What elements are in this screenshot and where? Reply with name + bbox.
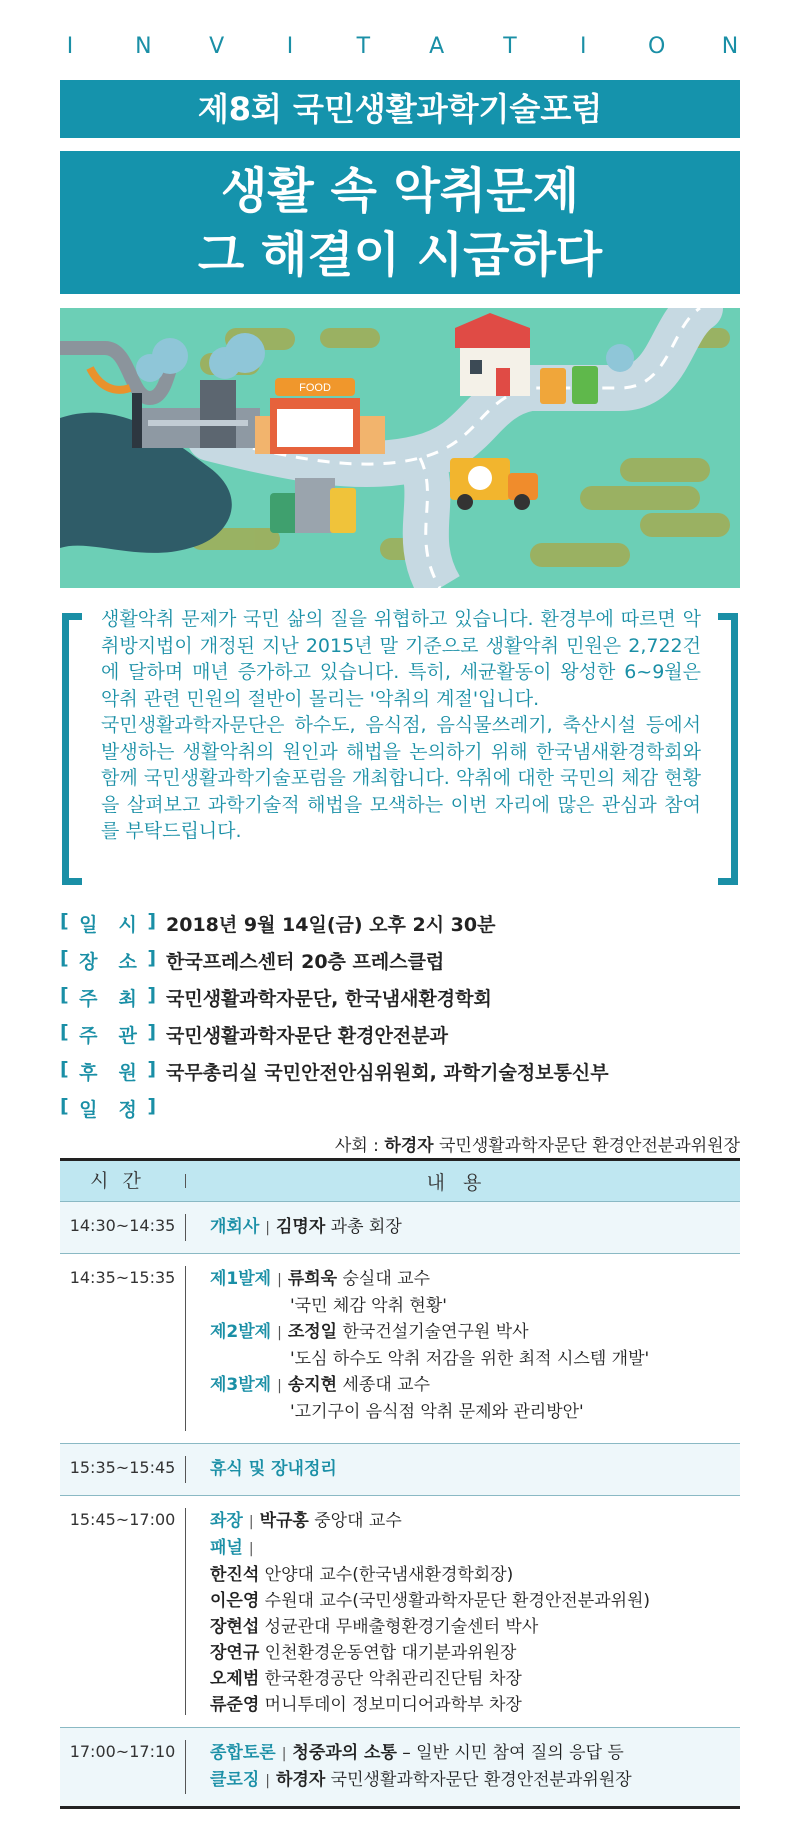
info-row-host (60, 979, 740, 1016)
table-row (60, 1202, 740, 1254)
header-time: 시간 (60, 1174, 186, 1188)
invitation-letter: N (721, 34, 739, 59)
info-organizer-value: 국민생활과학자문단 환경안전분과 (166, 1025, 448, 1047)
schedule-table (60, 1158, 740, 1809)
info-key: [ 주 최 ] (60, 984, 156, 1010)
invitation-heading (60, 34, 740, 59)
invitation-letter: A (429, 34, 445, 59)
city-odor-illustration (60, 308, 740, 588)
moderator-title: 국민생활과학자문단 환경안전분과위원장 (433, 1136, 740, 1156)
row-content: 좌장 | 박규홍 중앙대 교수 패널 | 한진석 안양대 교수(한국냄새환경학회장) 이은영 수원대 교수(국민생활과학자문단 환경안전분과위원) 장현섭 성균관대 무배출형환경기술센터 박사 장연규 인천환경운동연합 대기분과위원장 오제범 한국환경공단 악취관리진단팀 차장 류준영 머니투데이 정보미디어과학부 차장 (185, 1508, 740, 1715)
table-row (60, 1254, 740, 1444)
info-sponsor-value: 국무총리실 국민안전안심위원회, 과학기술정보통신부 (166, 1062, 609, 1084)
forum-title: 제8회 국민생활과학기술포럼 (197, 90, 603, 128)
main-title-line1: 생활 속 악취문제 (221, 162, 579, 219)
info-date-value: 2018년 9월 14일(금) 오후 2시 30분 (166, 914, 496, 936)
illustration-svg (60, 308, 740, 588)
info-host-value: 국민생활과학자문단, 한국냄새환경학회 (166, 988, 492, 1010)
row-time: 15:35~15:45 (69, 1458, 176, 1477)
invitation-letter: O (647, 34, 666, 59)
intro-paragraph-1: 생활악취 문제가 국민 삶의 질을 위협하고 있습니다. 환경부에 따르면 악취방지법이 개정된 지난 2015년 말 기준으로 생활악취 민원은 2,722건에 달하며 매년 증가하고 있습니다. 특히, 세균활동이 왕성한 6~9월은 악취 관련 민원의 절반이 몰리는 '악취의 계절'입니다. (101, 608, 701, 710)
info-key: [ 일 정 ] (60, 1095, 156, 1121)
row-time: 14:35~15:35 (69, 1268, 176, 1287)
info-venue-value: 한국프레스센터 20층 프레스클럽 (166, 951, 445, 973)
info-key: [ 주 관 ] (60, 1021, 156, 1047)
food-sign: FOOD (299, 382, 331, 394)
info-row-organizer (60, 1016, 740, 1053)
moderator-name: 하경자 (384, 1136, 434, 1156)
info-row-date (60, 905, 740, 942)
table-row (60, 1728, 740, 1806)
main-title-line2: 그 해결이 시급하다 (197, 226, 603, 283)
table-row (60, 1444, 740, 1496)
invitation-letter: V (209, 34, 225, 59)
invitation-letter: T (503, 34, 517, 59)
invitation-letter: I (66, 34, 74, 59)
invitation-letter: I (286, 34, 294, 59)
schedule-header (60, 1158, 740, 1202)
intro-paragraph-2: 국민생활과학자문단은 하수도, 음식점, 음식물쓰레기, 축산시설 등에서 발생하는 생활악취의 원인과 해법을 논의하기 위해 한국냄새환경학회와 함께 국민생활과학기술포럼을 개최합니다. 악취에 대한 국민의 체감 현황을 살펴보고 과학기술적 해법을 모색하는 이번 자리에 많은 관심과 참여를 부탁드립니다. (101, 714, 701, 842)
row-content: 종합토론 | 청중과의 소통 – 일반 시민 참여 질의 응답 등 클로징 | 하경자 국민생활과학자문단 환경안전분과위원장 (185, 1740, 740, 1794)
row-time: 17:00~17:10 (69, 1742, 176, 1761)
info-key: [ 후 원 ] (60, 1058, 156, 1084)
intro-text (101, 606, 701, 845)
info-row-sponsor (60, 1053, 740, 1090)
invitation-letter: T (356, 34, 371, 59)
row-content: 휴식 및 장내정리 (185, 1456, 740, 1483)
invitation-letter: N (135, 34, 152, 59)
main-title-banner (60, 151, 740, 294)
row-time: 15:45~17:00 (69, 1510, 176, 1529)
info-row-schedule (60, 1090, 740, 1127)
row-content: 개회사 | 김명자 과총 회장 (185, 1214, 740, 1241)
event-info-list (60, 905, 740, 1127)
invitation-letter: I (580, 34, 587, 59)
right-bracket (718, 613, 738, 885)
header-content: 내용 (426, 1171, 500, 1194)
moderator-label: 사회 : (334, 1136, 385, 1156)
left-bracket (62, 613, 82, 885)
table-row (60, 1496, 740, 1728)
info-key: [ 일 시 ] (60, 910, 156, 936)
forum-title-banner (60, 80, 740, 138)
info-row-venue (60, 942, 740, 979)
moderator-line (335, 1131, 740, 1156)
info-key: [ 장 소 ] (60, 947, 156, 973)
row-content: 제1발제 | 류희욱 숭실대 교수 '국민 체감 악취 현황' 제2발제 | 조정일 한국건설기술연구원 박사 '도심 하수도 악취 저감을 위한 최적 시스템 개발' 제3발제 | 송지현 세종대 교수 '고기구이 음식점 악취 문제와 관리방안' (185, 1266, 740, 1431)
row-time: 14:30~14:35 (69, 1216, 176, 1235)
